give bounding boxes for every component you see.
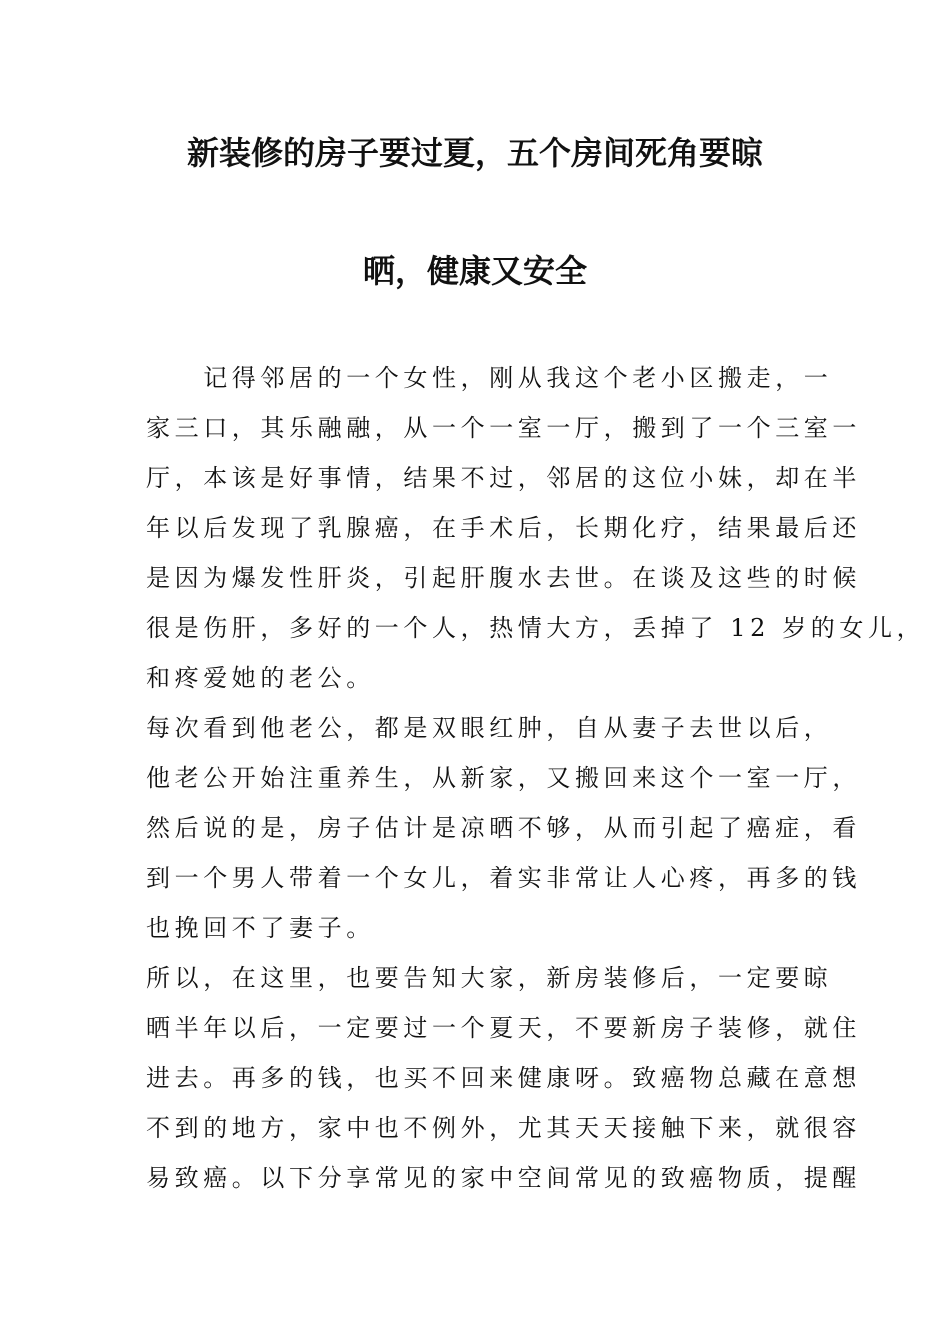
- body-line-9: 他老公开始注重养生，从新家，又搬回来这个一室一厅，: [146, 764, 861, 792]
- document-title-line-2: 晒，健康又安全: [362, 252, 587, 290]
- body-line-10: 然后说的是，房子估计是凉晒不够，从而引起了癌症，看: [146, 814, 861, 842]
- body-line-6: 很是伤肝，多好的一个人，热情大方，丢掉了 12 岁的女儿，: [146, 614, 926, 642]
- body-line-3: 厅，本该是好事情，结果不过，邻居的这位小妹，却在半: [146, 464, 861, 492]
- body-line-15: 进去。再多的钱，也买不回来健康呀。致癌物总藏在意想: [146, 1064, 861, 1092]
- body-line-7: 和疼爱她的老公。: [146, 664, 375, 692]
- body-line-14: 晒半年以后，一定要过一个夏天，不要新房子装修，就住: [146, 1014, 861, 1042]
- document-title-line-1: 新装修的房子要过夏，五个房间死角要晾: [186, 134, 763, 172]
- body-line-8: 每次看到他老公，都是双眼红肿，自从妻子去世以后，: [146, 714, 833, 742]
- body-line-13: 所以，在这里，也要告知大家，新房装修后，一定要晾: [146, 964, 833, 992]
- body-line-12: 也挽回不了妻子。: [146, 914, 375, 942]
- body-line-17: 易致癌。以下分享常见的家中空间常见的致癌物质，提醒: [146, 1164, 861, 1192]
- body-line-2: 家三口，其乐融融，从一个一室一厅，搬到了一个三室一: [146, 414, 861, 442]
- body-line-5: 是因为爆发性肝炎，引起肝腹水去世。在谈及这些的时候: [146, 564, 861, 592]
- body-line-4: 年以后发现了乳腺癌，在手术后，长期化疗，结果最后还: [146, 514, 861, 542]
- body-line-11: 到一个男人带着一个女儿，着实非常让人心疼，再多的钱: [146, 864, 861, 892]
- body-line-16: 不到的地方，家中也不例外，尤其天天接触下来，就很容: [146, 1114, 861, 1142]
- body-line-1: 记得邻居的一个女性，刚从我这个老小区搬走，一: [146, 364, 833, 392]
